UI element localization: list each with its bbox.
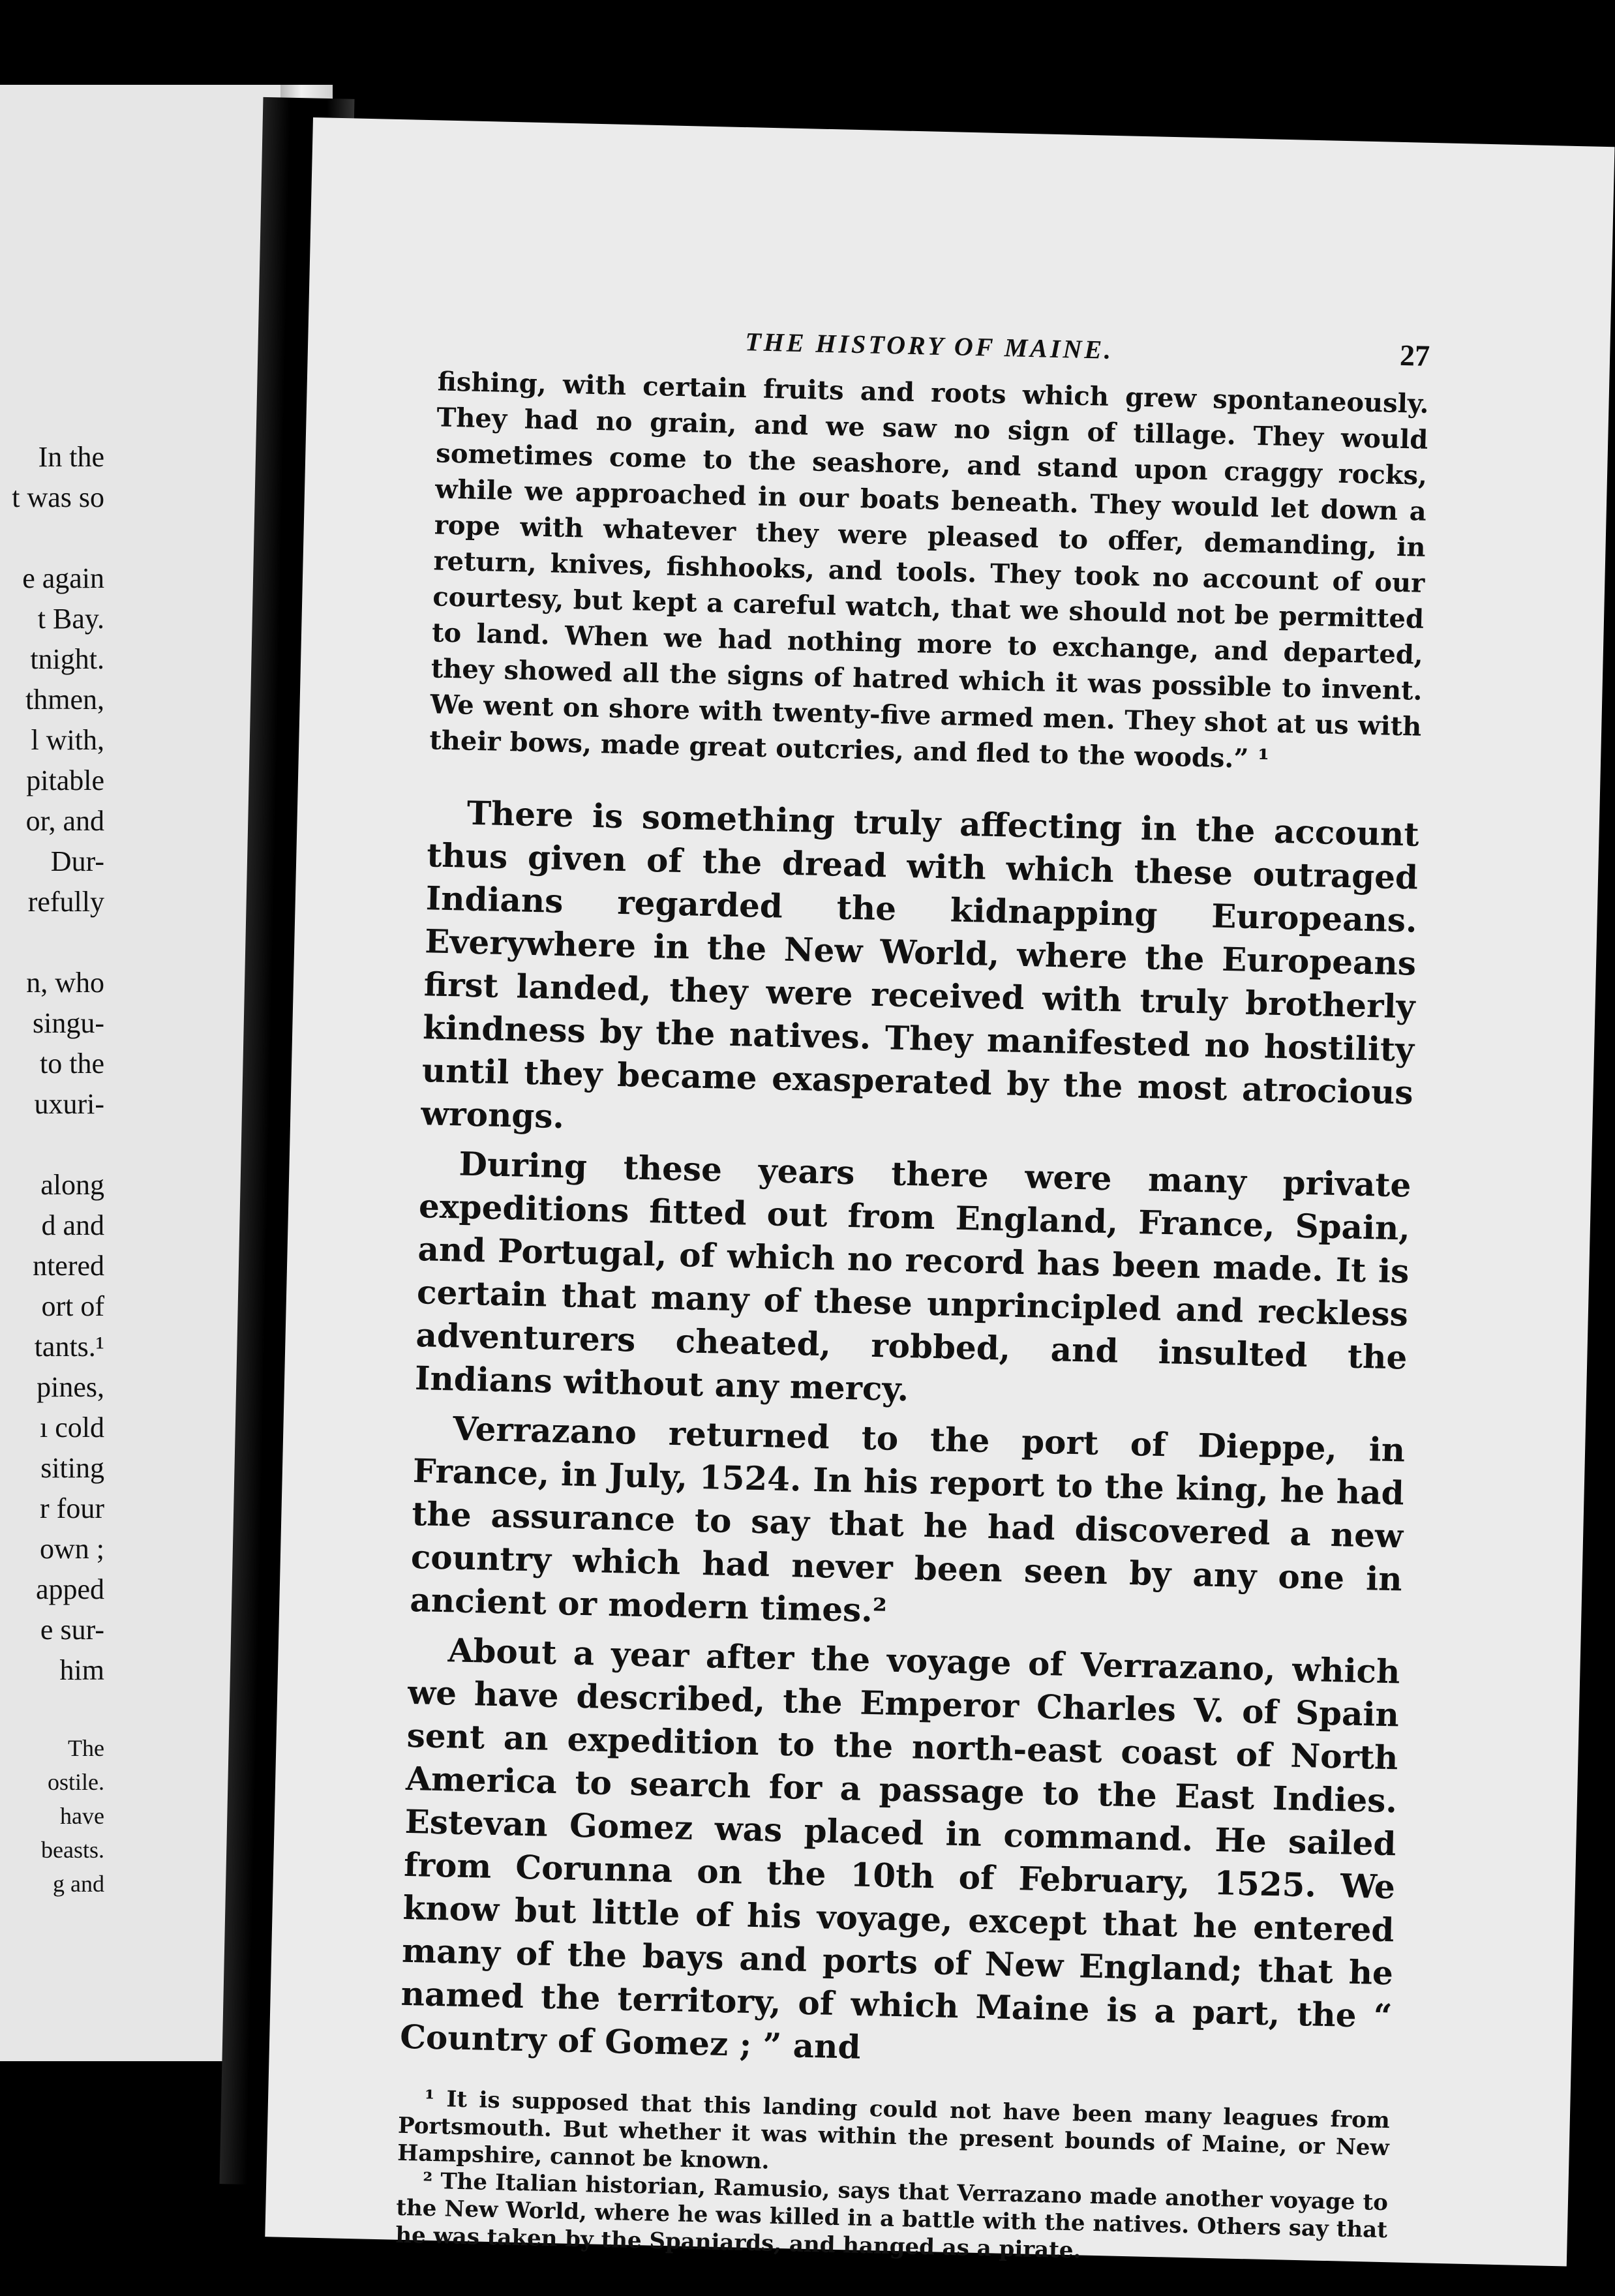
left-page-fragment: ort of	[41, 1290, 104, 1322]
left-page-fragment: ı cold	[40, 1412, 104, 1443]
left-page-fragment: or, and	[25, 805, 104, 837]
left-page-fragment: ostile.	[48, 1769, 104, 1795]
left-page-fragment: t Bay.	[37, 603, 104, 635]
left-page-fragment: uxuri-	[34, 1088, 104, 1120]
page-header	[438, 316, 1430, 372]
left-page-fragment: refully	[27, 886, 104, 918]
left-page-fragment: along	[40, 1169, 104, 1201]
left-page-fragment: to the	[40, 1048, 104, 1080]
left-page-fragment: thmen,	[25, 684, 104, 716]
left-page-text-fragments	[0, 437, 104, 1901]
paragraph-1: There is something truly affecting in the account thus given of the dread with which these outraged Indians regarded the kidnapping Europeans. Everywhere in the New World, where the Europeans first landed, they were received with truly brotherly kindness by the natives. They manifested no hostility until they became exasperated by the most atrocious wrongs.	[420, 793, 1420, 1136]
left-page-fragment: singu-	[33, 1007, 104, 1039]
left-page-fragment: apped	[35, 1573, 104, 1605]
left-page-fragment: pitable	[26, 764, 104, 796]
left-page-fragment: g and	[53, 1871, 104, 1897]
footnote-1: ¹ It is supposed that this landing could not have been many leagues from Portsmouth. But whether it was within the present bounds of Maine, or New Hampshire, cannot be known.	[397, 2085, 1391, 2175]
left-page-fragment: t was so	[12, 481, 104, 513]
left-page-fragment	[0, 1125, 104, 1165]
footnote-2: ² The Italian historian, Ramusio, says that Verrazano made another voyage to the New World, where he was killed in a battle with the natives. Others say that he was taken by the Spaniards, and hanged as a pirate.	[395, 2168, 1389, 2264]
left-page-fragment: e again	[22, 562, 104, 594]
running-head: THE HISTORY OF MAINE.	[744, 327, 1114, 365]
left-page-fragment: e sur-	[40, 1614, 104, 1646]
left-page-fragment	[0, 1691, 104, 1731]
paragraph-3: Verrazano returned to the port of Dieppe, in France, in July, 1524. In his report to the king, he had the assurance to say that he had discovered a new country which had never been seen by any one in ancient or modern times.²	[409, 1409, 1406, 1630]
page-content	[395, 316, 1430, 2271]
left-page-fragment: tants.¹	[34, 1331, 104, 1363]
left-page-fragment: have	[60, 1803, 104, 1829]
left-page-fragment: beasts.	[41, 1837, 104, 1863]
left-page-fragment: ntered	[33, 1250, 104, 1282]
left-page-fragment	[0, 922, 104, 963]
left-page-fragment: pines,	[37, 1371, 104, 1403]
left-page-fragment: In the	[38, 441, 104, 473]
paragraph-2: During these years there were many private expeditions fitted out from England, France, Spain, and Portugal, of which no record has been made. It is certain that many of these unprincipled and reckless adventurers cheated, robbed, and insulted the Indians without any mercy.	[414, 1144, 1411, 1409]
left-page-fragment: own ;	[40, 1533, 104, 1565]
block-quote: fishing, with certain fruits and roots which grew spontaneously. They had no grain, and we saw no sign of tillage. They would sometimes come to the seashore, and stand upon craggy rocks, while we approached in our boats beneath. They would let down a rope with whatever they were pleased to offer, demanding, in return, knives, fishhooks, and tools. They took no account of our courtesy, but kept a careful watch, that we should not be permitted to land. When we had nothing more to exchange, and departed, they showed all the signs of hatred which it was possible to invent. We went on shore with twenty-five armed men. They shot at us with their bows, made great outcries, and fled to the woods.” ¹	[429, 366, 1430, 775]
right-page	[265, 117, 1614, 2266]
page-number: 27	[1399, 338, 1430, 372]
left-page-fragment: siting	[40, 1452, 104, 1484]
left-page-fragment	[0, 518, 104, 558]
left-page-fragment: him	[59, 1654, 104, 1686]
paragraph-4: About a year after the voyage of Verrazano, which we have described, the Emperor Charles V. of Spain sent an expedition to the north-east coast of North America to search for a passage to the East Indies. Estevan Gomez was placed in command. He sailed from Corunna on the 10th of February, 1525. We know but little of his voyage, except that he entered many of the bays and ports of New England; that he named the territory, of which Maine is a part, the “ Country of Gomez ; ” and	[399, 1631, 1401, 2066]
left-page-fragment: tnight.	[30, 643, 104, 675]
left-page-fragment: The	[68, 1735, 104, 1761]
left-page-fragment: Dur-	[50, 845, 104, 877]
left-page-fragment: l with,	[31, 724, 104, 756]
footnotes	[395, 2085, 1390, 2271]
left-page-fragment: r four	[40, 1492, 104, 1524]
left-page-fragment: d and	[41, 1209, 104, 1241]
left-page-fragment: n, who	[26, 967, 104, 999]
